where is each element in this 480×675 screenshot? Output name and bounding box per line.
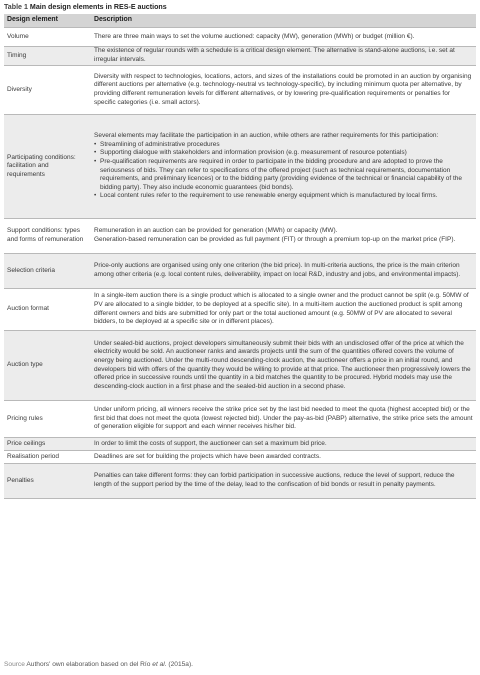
design-elements-table [4,14,476,499]
table-row [4,289,476,331]
description-paragraph: Price-only auctions are organised using only one criterion (the bid price). In multi-criteria auctions, the price is the main criterion among other criteria (e.g. local content rules, deliverability, impact on local R&D, industry and jobs, and environmental impacts). [94,262,461,278]
description-paragraph: In order to limit the costs of support, the auctioneer can set a maximum bid price. [94,439,327,447]
table-header-row [4,14,476,28]
description-paragraph: Under uniform pricing, all winners receive the strike price set by the last bid needed to meet the quota (highest accepted bid) or the first bid that does not meet the quota (lowest rejected bid). Under the pay-as-bid (PABP) alternative, the strike price sets the amount of generation eligible for support and each winner receives his/her bid. [94,406,473,431]
table-body [4,28,476,499]
design-element-cell: Timing [4,47,91,66]
description-cell [91,289,476,331]
description-cell [91,28,476,47]
description-bullet: • Streamlining of administrative procedures [94,141,473,150]
source-text: Authors' own elaboration based on del Río [26,661,151,668]
design-element-cell: Auction format [4,289,91,331]
description-paragraph: Deadlines are set for building the projects which have been awarded contracts. [94,452,321,460]
description-cell [91,331,476,401]
description-paragraph: In a single-item auction there is a single product which is allocated to a single owner and the product cannot be split (e.g. 50MW of PV are allocated to a single bidder, to be deployed at a specific site). In a multi-item auction the auctioned product is split among different owners and bids are submitted for only part or the total auctioned amount (e.g. 50MW of PV are allocated to several bidders, to be deployed at a specific site or in different places). [94,292,469,326]
caption-title: Main design elements in RES-E auctions [29,3,167,11]
header-design-element: Design element [4,14,91,28]
description-paragraph: Several elements may facilitate the participation in an auction, while others are rather requirements for this participation: [94,132,439,140]
description-cell [91,219,476,254]
description-paragraph: Remuneration in an auction can be provided for generation (MWh) or capacity (MW). [94,227,338,235]
description-cell [91,47,476,66]
table-row [4,47,476,66]
table-row [4,331,476,401]
table-row [4,401,476,438]
table-row [4,451,476,464]
description-paragraph: Diversity with respect to technologies, locations, actors, and sizes of the installations could be promoted in an auction by organising different auctions per alternative (e.g. technology-neutral vs technology-specific), by including minimum quota per alternative, by providing different remuneration levels for different alternatives, or by lowering pre-qualification requirements or penalties for specific categories (i.e. small actors). [94,72,472,106]
header-description: Description [91,14,476,28]
description-paragraph: There are three main ways to set the volume auctioned: capacity (MW), generation (MWh) or budget (million €). [94,32,415,40]
table-row [4,28,476,47]
description-cell [91,254,476,289]
description-cell [91,66,476,115]
description-bullet: • Pre-qualification requirements are required in order to participate in the bidding procedure and are adopted to prove the seriousness of bids. They can refer to specifications of the offered project (such as technical requirements, documentation requirements, and preliminary licences) or to the bidding party (providing evidence of the technical or financial capability of the bidding party). They also include economic guarantees (bid bonds). [94,158,473,192]
design-element-cell: Price ceilings [4,438,91,451]
description-cell [91,401,476,438]
description-paragraph: The existence of regular rounds with a schedule is a critical design element. The alternative is stand-alone auctions, i.e. set at irregular intervals. [94,47,455,63]
description-cell [91,451,476,464]
description-bullet-list [94,141,473,201]
design-element-cell: Selection criteria [4,254,91,289]
design-element-cell: Participating conditions: facilitation and requirements [4,115,91,219]
description-cell [91,115,476,219]
table-row [4,438,476,451]
source-ref: et al. [152,661,167,668]
source-label: Source [4,661,25,668]
table-caption [4,3,167,12]
table-row [4,464,476,499]
description-bullet: • Supporting dialogue with stakeholders and information provision (e.g. measurement of resource potentials) [94,149,473,158]
description-paragraph: Penalties can take different forms: they can forbid participation in successive auctions, reduce the level of support, reduce the length of the support period by the time of the delay, lead to the confiscation of bid bonds or result in penalty payments. [94,472,455,488]
table-row [4,115,476,219]
description-cell [91,464,476,499]
table-row [4,219,476,254]
source-year: (2015a). [168,661,193,668]
design-element-cell: Auction type [4,331,91,401]
table-row [4,66,476,115]
caption-label: Table 1 [4,3,28,11]
description-cell [91,438,476,451]
design-element-cell: Diversity [4,66,91,115]
design-element-cell: Pricing rules [4,401,91,438]
design-element-cell: Realisation period [4,451,91,464]
description-paragraph: Generation-based remuneration can be provided as full payment (FIT) or through a premium top-up on the market price (FIP). [94,236,456,243]
design-element-cell: Support conditions: types and forms of remuneration [4,219,91,254]
table-row [4,254,476,289]
source-note [4,661,193,668]
design-element-cell: Volume [4,28,91,47]
description-bullet: • Local content rules refer to the requirement to use renewable energy equipment which is manufactured by local firms. [94,192,473,201]
description-paragraph: Under sealed-bid auctions, project developers simultaneously submit their bids with an undisclosed offer of the price at which the electricity would be sold. An auctioneer ranks and awards projects until the sum of the quantities offered covers the volume of energy being auctioned. Under the multi-round descending-clock auction, the auctioneer offers a price in an initial round, and developers bid with offers of the quantity they would be willing to provide at that price. The auctioneer then progressively lowers the offered price in successive rounds until the quantity in a bid matches the quantity to be procured. Hybrid models may use the descending-clock auction in a first phase and the sealed-bid auction in a second phase. [94,339,471,390]
design-element-cell: Penalties [4,464,91,499]
